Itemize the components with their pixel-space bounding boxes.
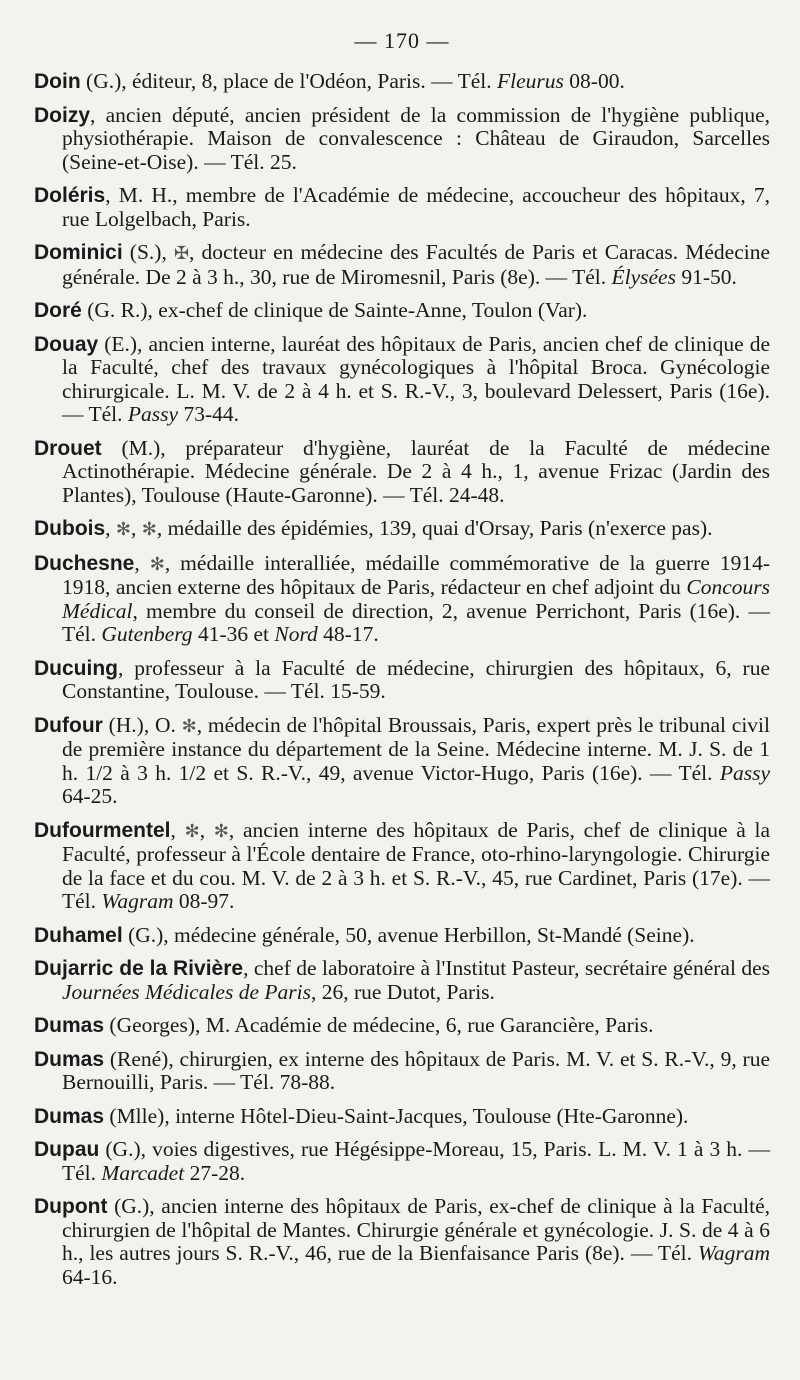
entry-name: Dupau <box>34 1138 100 1161</box>
directory-entry <box>34 924 770 948</box>
directory-entry <box>34 104 770 175</box>
entry-italic-text: Concours Médical <box>62 575 770 623</box>
entry-text: 27-28. <box>184 1160 246 1185</box>
entry-name: Duchesne <box>34 551 135 575</box>
directory-entry <box>34 1105 770 1129</box>
entry-name: Doré <box>34 299 82 322</box>
entry-text: 48-17. <box>317 622 379 646</box>
entry-name: Duhamel <box>34 923 123 947</box>
entry-text: , <box>105 516 116 540</box>
entry-text: (H.), O. <box>102 712 182 737</box>
entry-text: , <box>170 817 185 842</box>
entry-name: Dumas <box>34 1104 105 1128</box>
directory-entry <box>34 517 770 542</box>
entry-italic-text: Marcadet <box>101 1160 185 1185</box>
entry-text: , <box>199 817 214 842</box>
entry-text: (René), chirurgien, ex interne des hôpitaux de Paris. M. V. et S. R.-V., 9, rue Bernouilli, Paris. — Tél. 78-88. <box>62 1046 770 1094</box>
entry-name: Dufour <box>34 713 103 737</box>
entry-text: (Georges), M. Académie de médecine, 6, rue Garancière, Paris. <box>104 1013 654 1037</box>
entry-text: (S.), <box>122 240 174 264</box>
entry-text: , chef de laboratoire à l'Institut Pasteur, secrétaire général des <box>243 956 770 980</box>
directory-entry <box>34 1048 770 1095</box>
entry-text: , <box>131 516 142 540</box>
directory-entry <box>34 552 770 647</box>
entry-italic-text: Gutenberg <box>101 622 193 646</box>
entry-text: 08-00. <box>563 69 625 93</box>
directory-entry <box>34 957 770 1004</box>
entry-text: , professeur à la Faculté de médecine, chirurgien des hôpitaux, 6, rue Constantine, Toulouse. — Tél. 15-59. <box>62 655 770 703</box>
decoration-icon: ✻ <box>181 715 197 736</box>
entry-text: 41-36 et <box>192 622 275 646</box>
entry-text: (Mlle), interne Hôtel-Dieu-Saint-Jacques, Toulouse (Hte-Garonne). <box>104 1103 689 1128</box>
entry-name: Dumas <box>34 1047 105 1071</box>
entry-name: Dominici <box>34 241 123 264</box>
entry-text: , membre du conseil de direction, 2, avenue Perrichont, Paris (16e). — Tél. <box>62 598 770 646</box>
decoration-icon: ✻ <box>149 553 165 574</box>
entry-text: , médecin de l'hôpital Broussais, Paris, expert près le tribunal civil de première instance du département de la Seine. Médecine interne. M. J. S. de 1 h. 1/2 à 3 h. 1/2 et S. R.-V., 49, avenue Victor-Hugo, Paris (16e). — Tél. <box>62 712 770 785</box>
entry-italic-text: Passy <box>719 760 770 785</box>
directory-entry <box>34 1138 770 1185</box>
directory-entry <box>34 241 770 289</box>
entry-name: Dufourmentel <box>34 818 171 842</box>
entry-text: (M.), préparateur d'hygiène, lauréat de la Faculté de médecine Actinothérapie. Médecine générale. De 2 à 4 h., 1, avenue Frizac (Jardin des Plantes), Toulouse (Haute-Garonne). — Tél. 24-48. <box>62 435 770 507</box>
directory-entry <box>34 1014 770 1038</box>
entry-name: Drouet <box>34 436 102 460</box>
entry-text: (G. R.), ex-chef de clinique de Sainte-Anne, Toulon (Var). <box>81 298 588 322</box>
entry-name: Dujarric de la Rivière <box>34 957 244 980</box>
entry-text: , M. H., membre de l'Académie de médecine, accoucheur des hôpitaux, 7, rue Lolgelbach, Paris. <box>62 183 770 231</box>
entry-text: , ancien député, ancien président de la commission de l'hygiène publique, physiothérapie. Maison de convalescence : Château de Giraudon, Sarcelles (Seine-et-Oise). — Tél. 25. <box>62 102 770 174</box>
entry-text: 08-97. <box>173 889 235 913</box>
entry-text: , ancien interne des hôpitaux de Paris, chef de clinique à la Faculté, professeur à l'École dentaire de France, oto-rhino-laryngologie. Chirurgie de la face et du cou. M. V. de 2 à 3 h. et S. R.-V., 45, rue Cardinet, Paris (17e). — Tél. <box>62 817 771 913</box>
directory-entry <box>34 437 770 508</box>
entry-name: Doizy <box>34 103 91 127</box>
entry-italic-text: Élysées <box>611 264 676 289</box>
directory-entries <box>34 70 770 1289</box>
directory-entry <box>34 184 770 231</box>
directory-entry <box>34 714 770 809</box>
entry-text: (G.), ancien interne des hôpitaux de Paris, ex-chef de clinique à la Faculté, chirurgien de l'hôpital de Mantes. Chirurgie générale et gynécologie. J. S. de 4 à 6 h., les autres jours S. R.-V., 46, rue de la Bienfaisance Paris (8e). — Tél. <box>62 1194 770 1265</box>
directory-entry <box>34 819 770 914</box>
entry-text: , 26, rue Dutot, Paris. <box>310 979 495 1004</box>
entry-text: 73-44. <box>178 402 239 426</box>
directory-entry <box>34 299 770 323</box>
entry-italic-text: Wagram <box>101 889 174 913</box>
entry-text: 64-25. <box>62 784 118 808</box>
entry-text: , <box>134 550 150 575</box>
entry-italic-text: Passy <box>127 402 179 426</box>
page-number: — 170 — <box>354 28 450 53</box>
directory-entry <box>34 70 770 94</box>
decoration-icon: ✠ <box>173 243 190 263</box>
decoration-icon: ✻ <box>141 519 157 539</box>
directory-entry <box>34 333 770 427</box>
entry-name: Doin <box>34 70 81 93</box>
decoration-icon: ✻ <box>184 820 200 841</box>
entry-text: , médaille interalliée, médaille commémorative de la guerre 1914-1918, ancien externe des hôpitaux de Paris, rédacteur en chef adjoint du <box>62 550 771 599</box>
directory-entry <box>34 1195 770 1289</box>
entry-italic-text: Fleurus <box>497 69 564 93</box>
entry-text: (G.), voies digestives, rue Hégésippe-Moreau, 15, Paris. L. M. V. 1 à 3 h. — Tél. <box>62 1137 770 1185</box>
entry-text: (E.), ancien interne, lauréat des hôpitaux de Paris, ancien chef de clinique de la Faculté, chef des travaux gynécologiques à l'hôpital Broca. Gynécologie chirurgicale. L. M. V. de 2 à 4 h. et S. R.-V., 3, boulevard Delessert, Paris (16e). — Tél. <box>62 331 770 426</box>
entry-name: Dubois <box>34 517 106 540</box>
entry-name: Dumas <box>34 1014 105 1037</box>
directory-entry <box>34 657 770 704</box>
decoration-icon: ✻ <box>213 820 229 841</box>
entry-name: Douay <box>34 332 99 356</box>
entry-name: Dupont <box>34 1195 108 1218</box>
entry-text: (G.), éditeur, 8, place de l'Odéon, Paris. — Tél. <box>80 69 498 93</box>
entry-italic-text: Wagram <box>697 1241 770 1265</box>
entry-text: (G.), médecine générale, 50, avenue Herbillon, St-Mandé (Seine). <box>122 922 695 947</box>
entry-name: Ducuing <box>34 656 118 680</box>
entry-text: 91-50. <box>675 264 737 289</box>
entry-name: Doléris <box>34 184 106 207</box>
entry-italic-text: Nord <box>274 622 318 646</box>
decoration-icon: ✻ <box>115 519 132 539</box>
entry-text: 64-16. <box>62 1264 118 1289</box>
entry-text: , médaille des épidémies, 139, quai d'Orsay, Paris (n'exerce pas). <box>156 516 713 540</box>
entry-text: , docteur en médecine des Facultés de Paris et Caracas. Médecine générale. De 2 à 3 h., 30, rue de Miromesnil, Paris (8e). — Tél. <box>62 240 771 289</box>
entry-italic-text: Journées Médicales de Paris <box>62 979 311 1004</box>
